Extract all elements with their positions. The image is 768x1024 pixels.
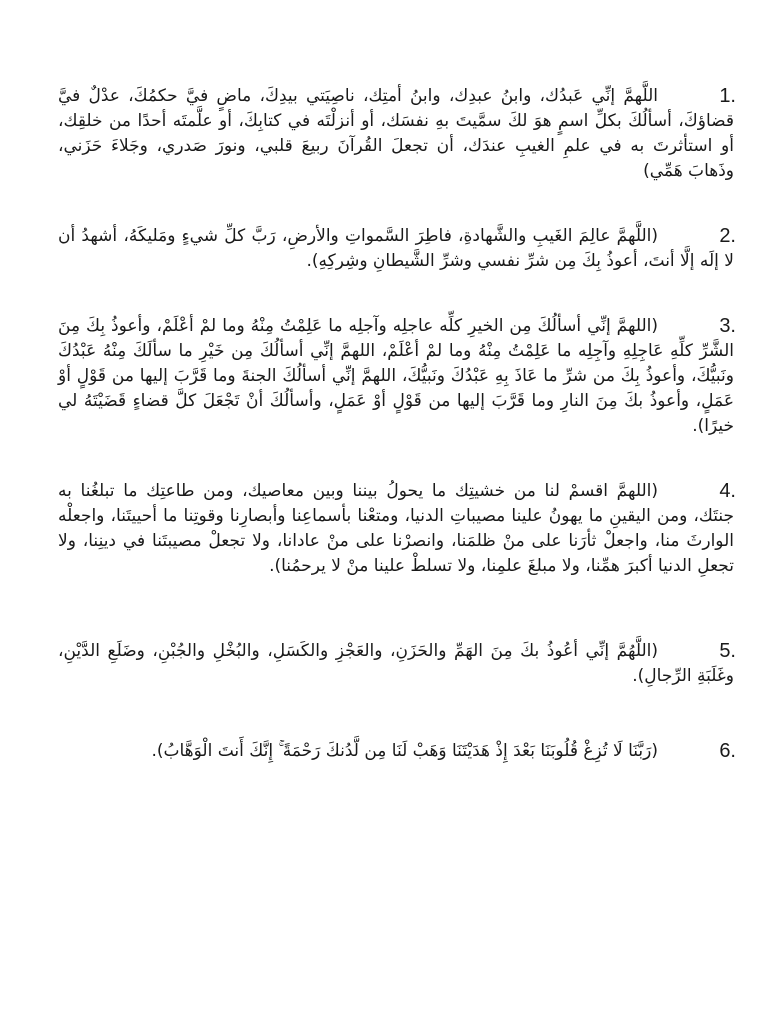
item-number: 6. — [719, 740, 736, 762]
dua-text: (اللَّهمَّ عالِمَ الغَيبِ والشَّهادةِ، فاطِرَ السَّمواتِ والأرضِ، رَبَّ كلِّ شيءٍ ومَليكَهُ، أشهدُ أن لا إلَه إلَّا أنتَ، أعوذُ بِكَ مِن شرِّ نفسي وشرِّ الشَّيطانِ وشِركِهِ). — [58, 226, 734, 271]
item-number: 1. — [719, 85, 736, 107]
dua-item-4 — [58, 479, 734, 579]
item-number: 4. — [719, 480, 736, 502]
dua-text: اللَّهمَّ إنِّي عَبدُك، وابنُ عبدِك، وابنُ أمتِك، ناصِيَتي بيدِكَ، ماضٍ فيَّ حكمُكَ، عدْلٌ فيَّ قضاؤكَ، أسألُكَ بكلِّ اسمٍ هوَ لكَ سمَّيتَ بهِ نفسَك، أو أنزلْتَه في كتابِكَ، أو علَّمتَه أحدًا من خلقِك، أو استأثرتَ به في علمِ الغيبِ عندَك، أن تجعلَ القُرآنَ ربيعَ قلبي، ونورَ صَدري، وجَلاءَ حَزَني، وذَهابَ هَمِّي) — [58, 86, 734, 181]
item-number: 2. — [719, 225, 736, 247]
dua-item-1 — [58, 84, 734, 184]
dua-item-3 — [58, 314, 734, 439]
dua-text: (رَبَّنَا لَا تُزِغْ قُلُوبَنَا بَعْدَ إِذْ هَدَيْتَنَا وَهَبْ لَنَا مِن لَّدُنكَ رَحْمَةً ۚ إِنَّكَ أَنتَ الْوَهَّابُ). — [151, 741, 658, 761]
document-page — [58, 84, 734, 764]
dua-text: (اللهمَّ إنِّي أسألُكَ مِن الخيرِ كلِّه عاجلِه وآجلِه ما عَلِمْتُ مِنْهُ وما لمْ أعْلَمْ، وأعوذُ بِكَ مِنَ الشَّرِّ كلِّهِ عَاجِلِهِ وآجِلِه ما عَلِمْتُ مِنْهُ وما لمْ أعْلَمْ، اللهمَّ إنِّي أسألُكَ مِن خَيْرِ ما سألَكَ مِنْهُ عَبْدُكَ ونَبيُّكَ، وأعوذُ بِكَ من شرِّ ما عَاذَ بِهِ عَبْدُكَ ونَبيُّكَ، اللهمَّ إنِّي أسألُكَ الجنةَ وما قَرَّبَ إليها من قَوْلٍ أوْ عَمَلٍ، وأعوذُ بكَ مِنَ النارِ وما قَرَّبَ إليها من قَوْلٍ أوْ عَمَلٍ، وأسألُكَ أنْ تَجْعَلَ كلَّ قضاءٍ قَضَيْتَهُ لي خيرًا). — [58, 316, 734, 436]
dua-text: (اللَّهُمَّ إنِّي أعُوذُ بكَ مِنَ الهَمِّ والحَزَنِ، والعَجْزِ والكَسَلِ، والبُخْلِ والجُبْنِ، وضَلَعِ الدَّيْنِ، وغَلَبَةِ الرِّجالِ). — [58, 641, 734, 686]
dua-text: (اللهمَّ اقسمْ لنا من خشيتِك ما يحولُ بيننا وبين معاصيك، ومن طاعتِك ما تبلغُنا به جنتَك، ومن اليقينِ ما يهونُ علينا مصيباتِ الدنيا، ومتعْنا بأسماعِنا وأبصارِنا وقوتِنا ما أحييتَنا، واجعلْه الوارثَ منا، واجعلْ ثأرَنا على منْ ظلمَنا، وانصرْنا على منْ عادانا، ولا تجعلْ مصيبتَنا في دينِنا، ولا تجعلِ الدنيا أكبرَ همِّنا، ولا مبلغَ علمِنا، ولا تسلطْ علينا منْ لا يرحمُنا). — [58, 481, 734, 576]
item-number: 3. — [719, 315, 736, 337]
dua-item-2 — [58, 224, 734, 274]
dua-item-6 — [58, 739, 734, 764]
dua-item-5 — [58, 639, 734, 689]
item-number: 5. — [719, 640, 736, 662]
